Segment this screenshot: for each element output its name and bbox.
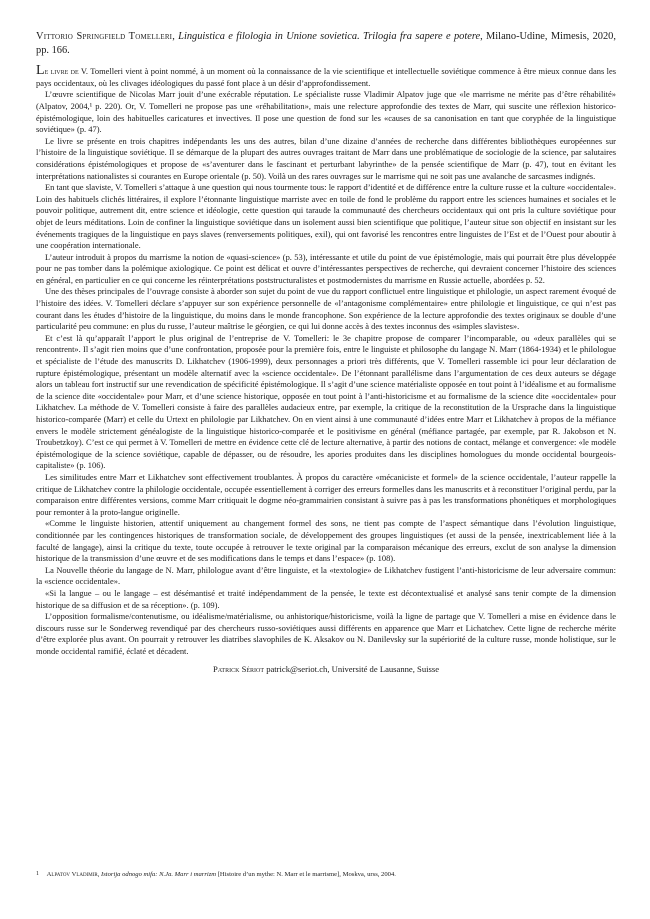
body-paragraph: L’auteur introduit à propos du marrisme la notion de «quasi-science» (p. 53), intéressante et utile du point de vue épistémologie, mais qui pourrait être plus développée pour ne pas tomber dans la polémique axiologique. Ce point est délicat et ouvre d’intéressantes perspectives de recherche, qui devraient concerner l’histoire des sciences en général, en particulier en ce qui concerne les réinterprétations poststructuralistes et postmodernistes du marrisme en Russie actuelle, abordées p. 52.	[36, 251, 616, 285]
reviewer-name: Patrick Sériot	[212, 664, 265, 675]
footnote-author: Alpatov Vladimir,	[46, 871, 100, 878]
body-paragraph: La Nouvelle théorie du langage de N. Marr, philologue avant d’être linguiste, et la «textologie» de Likhatchev fustigent l’anti-historicisme de leur adversaire commun: la «science occidentale».	[36, 564, 616, 587]
quote-paragraph: «Si la langue – ou le langage – est désémantisé et traité indépendamment de la pensée, le texte est décontextualisé et analysé sans tenir compte de la dimension historique de sa diffusion et de sa réception». (p. 109).	[36, 587, 616, 610]
intro-rest: V. Tomelleri vient à point nommé, à un moment où la connaissance de la vie scientifique et intellectuelle soviétique commence à être mieux connue dans les pays occidentaux, où les clivages idéologiques du passé font place à un désir d’approfondissement.	[36, 66, 617, 88]
body-paragraph: Le livre se présente en trois chapitres indépendants les uns des autres, bilan d’une dizaine d’années de recherche dans différentes bibliothèques européennes sur l’histoire de la linguistique soviétique. Il se démarque de la plupart des autres ouvrages traitant de Marr dans une problématique de sociologie de la science, par salutaires considérations épistémologiques et propose de «s’aventurer dans le fascinant et perturbant labyrinthe» de la pensée scientifique de Marr (p. 47), tout en évitant les interprétations nationalistes si courantes en Europe orientale (p. 50). Voilà un des rares ouvrages sur le marrisme qui ne soit pas une avalanche de sarcasmes indignés.	[36, 135, 616, 181]
footnote	[36, 870, 616, 879]
body-paragraph: Et c’est là qu’apparaît l’apport le plus original de l’entreprise de V. Tomelleri: le 3e chapitre propose de comparer l’incomparable, ou «deux parallèles qui se rencontrent». Il s’agit rien moins que d’une confrontation, proposée pour la première fois, entre le linguiste et philosophe du langage N. Marr (1864-1934) et le philologue et spécialiste de l’étude des manuscrits D. Likhatchev (1906-1999), deux personnages a priori très différents, que V. Tomelleri rassemble ici pour leur déclaration de rupture épistémologique, présentant un modèle alternatif avec la «science occidentale». De l’étonnant parallélisme dans l’argumentation de ces deux auteurs se dégage alors un tableau fort instructif sur une revendication de spécificité épistémologique. Il s’agit d’une science matérialiste opposée en tout point à l’idéalisme et au formalisme de la science dite «occidentale» pour Marr, et d’une science historique, opposée en tout point à l’anti-historicisme et au formalisme de la science dite «occidentale» pour Likhatchev. La méthode de V. Tomelleri consiste à faire des parallèles audacieux entre, par exemple, la critique de la reconstitution de la Ursprache dans la linguistique historico-comparée (Marr) et celle du Urtext en philologie par Likhatchev. On en vient ainsi à une communauté d’idées entre Marr et Likhatchev à propos de la méfiance envers le modèle strictement généalogiste de la linguistique historico-comparée et le positivisme en général (méfiance partagée, par exemple, par R. Jakobson et N. Troubetzkoy). C’est ce qui permet à V. Tomelleri de mettre en évidence cette clé de lecture alternative, à partir des notions de contact, mélange et convergence: «le modèle épistémologique de la science soviétique, capable de dépasser, ou de résoudre, les apories produites dans les disciplines homologues du monde occidental bourgeois-capitaliste» (p. 106).	[36, 332, 616, 471]
book-reference: Vittorio Springfield Tomelleri, Linguistica e filologia in Unione sovietica. Trilogia fra sapere e potere, Milano-Udine, Mimesis, 2020, pp. 166.	[36, 31, 616, 56]
footnote-number: 1	[36, 871, 39, 877]
body-paragraph: L’opposition formalisme/contenutisme, ou idéalisme/matérialisme, ou anhistorique/historicisme, voilà la ligne de partage que V. Tomelleri a mise en évidence dans le discours russe sur le Sonderweg revendiqué par des chercheurs russo-soviétiques aussi différents en apparence que Marr et Lichatchev. Cette ligne de recherche mérite d’être explorée plus avant. On pourrait y retrouver les diatribes slavophiles de K. Aksakov ou N. Danilevsky sur la supériorité de la culture russe, monde holistique, sur le monde occidental ramifié, éclaté et décadent.	[36, 611, 616, 656]
reviewed-publisher: , Milano-Udine, Mimesis, 2020, pp. 166.	[36, 31, 616, 56]
reviewed-title: Linguistica e filologia in Unione sovietica. Trilogia fra sapere e potere	[178, 31, 481, 42]
intro-paragraph	[36, 63, 617, 89]
body-paragraph: En tant que slaviste, V. Tomelleri s’attaque à une question qui nous tourmente tous: le rapport d’identité et de différence entre la culture russe et la culture «occidentale». Loin des habituels clichés littéraires, il explore l’étonnante linguistique marriste avec en toile de fond le problème du rapport entre les sciences humaines et sociales et le pouvoir politique, autrement dit, entre science et idéologie, cette question qui taraude la communauté des chercheurs occidentaux qui ont pris la culture soviétique pour objet de leurs méditations. Loin de confiner la linguistique soviétique dans un isolement aussi bien scientifique que politique, l’auteur situe son objectif en insistant sur les événements tragiques de la linguistique en pays slaves (renversements politiques, exil), qui ont favorisé les rencontres entre linguistes de l’Est et de l’Ouest pour aboutir à une coopération internationale.	[36, 182, 616, 251]
body-paragraph: L’œuvre scientifique de Nicolas Marr jouit d’une exécrable réputation. Le spécialiste russe Vladimir Alpatov juge que «le marrisme ne mérite pas d’être réhabilité» (Alpatov, 2004,¹ p. 220). Or, V. Tomelleri ne propose pas une «réhabilitation», mais une relecture approfondie des textes de Marr, qui suscite une réflexion historico-épistémologique, loin des habituelles caricatures et invectives. Il pose une question de fond sur les «causes de sa canonisation en tant que coryphée de la linguistique soviétique» (p. 47).	[36, 89, 616, 135]
reviewed-author: Vittorio Springfield Tomelleri	[36, 31, 173, 42]
review-page	[36, 30, 616, 675]
reviewer-signature	[36, 663, 616, 675]
intro-lead: e livre de	[44, 66, 79, 77]
drop-initial: L	[36, 63, 45, 79]
footnote-title: Istorija odnogo mifa: N.Ja. Marr i marrizm	[101, 871, 217, 878]
reviewer-details: patrick@seriot.ch, Université de Lausanne, Suisse	[266, 664, 440, 675]
quote-paragraph: «Comme le linguiste historien, attentif uniquement au changement formel des sons, ne tient pas compte de l’aspect sémantique dans l’évolution linguistique, conditionnée par les contingences historiques de transformation sociale, de développement des groupes linguistiques (et aussi de la pensée, inextricablement liée à la faculté de langage), ainsi la critique du texte, toute occupée à retrouver le texte original par la comparaison mécanique des erreurs, exclut de son analyse la dimension historique de la transmission d’une œuvre et de ses modifications dans le temps et dans l’espace» (p. 108).	[36, 518, 616, 564]
footnote-rest: [Histoire d’un mythe: N. Marr et le marrisme], Moskva, urss, 2004.	[217, 871, 396, 878]
body-paragraph: Une des thèses principales de l’ouvrage consiste à aborder son sujet du point de vue du rapport conflictuel entre linguistique et philologie, un aspect rarement évoqué de l’histoire des idées. V. Tomelleri déclare s’appuyer sur son expérience personnelle de «l’antagonisme complémentaire» entre philologie et linguistique, ce qui n’est pas courant dans les études d’histoire de la linguistique, du moins dans le monde francophone. Son expérience de la lecture approfondie des textes originaux se double d’une particularité peu commune: en plus du russe, l’auteur maîtrise le géorgien, ce qui lui donne accès à des textes inconnus des «simples slavistes».	[36, 286, 616, 332]
body-paragraph: Les similitudes entre Marr et Likhatchev sont effectivement troublantes. À propos du caractère «mécaniciste et formel» de la science occidentale, l’auteur rappelle la critique de Likhatchev contre la philologie occidentale, occupée essentiellement à corriger des erreurs formelles dans les manuscrits et à reconstituer l’original perdu, par la comparaison entre différentes versions, comme Marr critiquait le dogme néo-grammairien consistant à suivre pas à pas les transformations phonétiques et morphologiques pour remonter à la proto-langue originelle.	[36, 471, 616, 517]
